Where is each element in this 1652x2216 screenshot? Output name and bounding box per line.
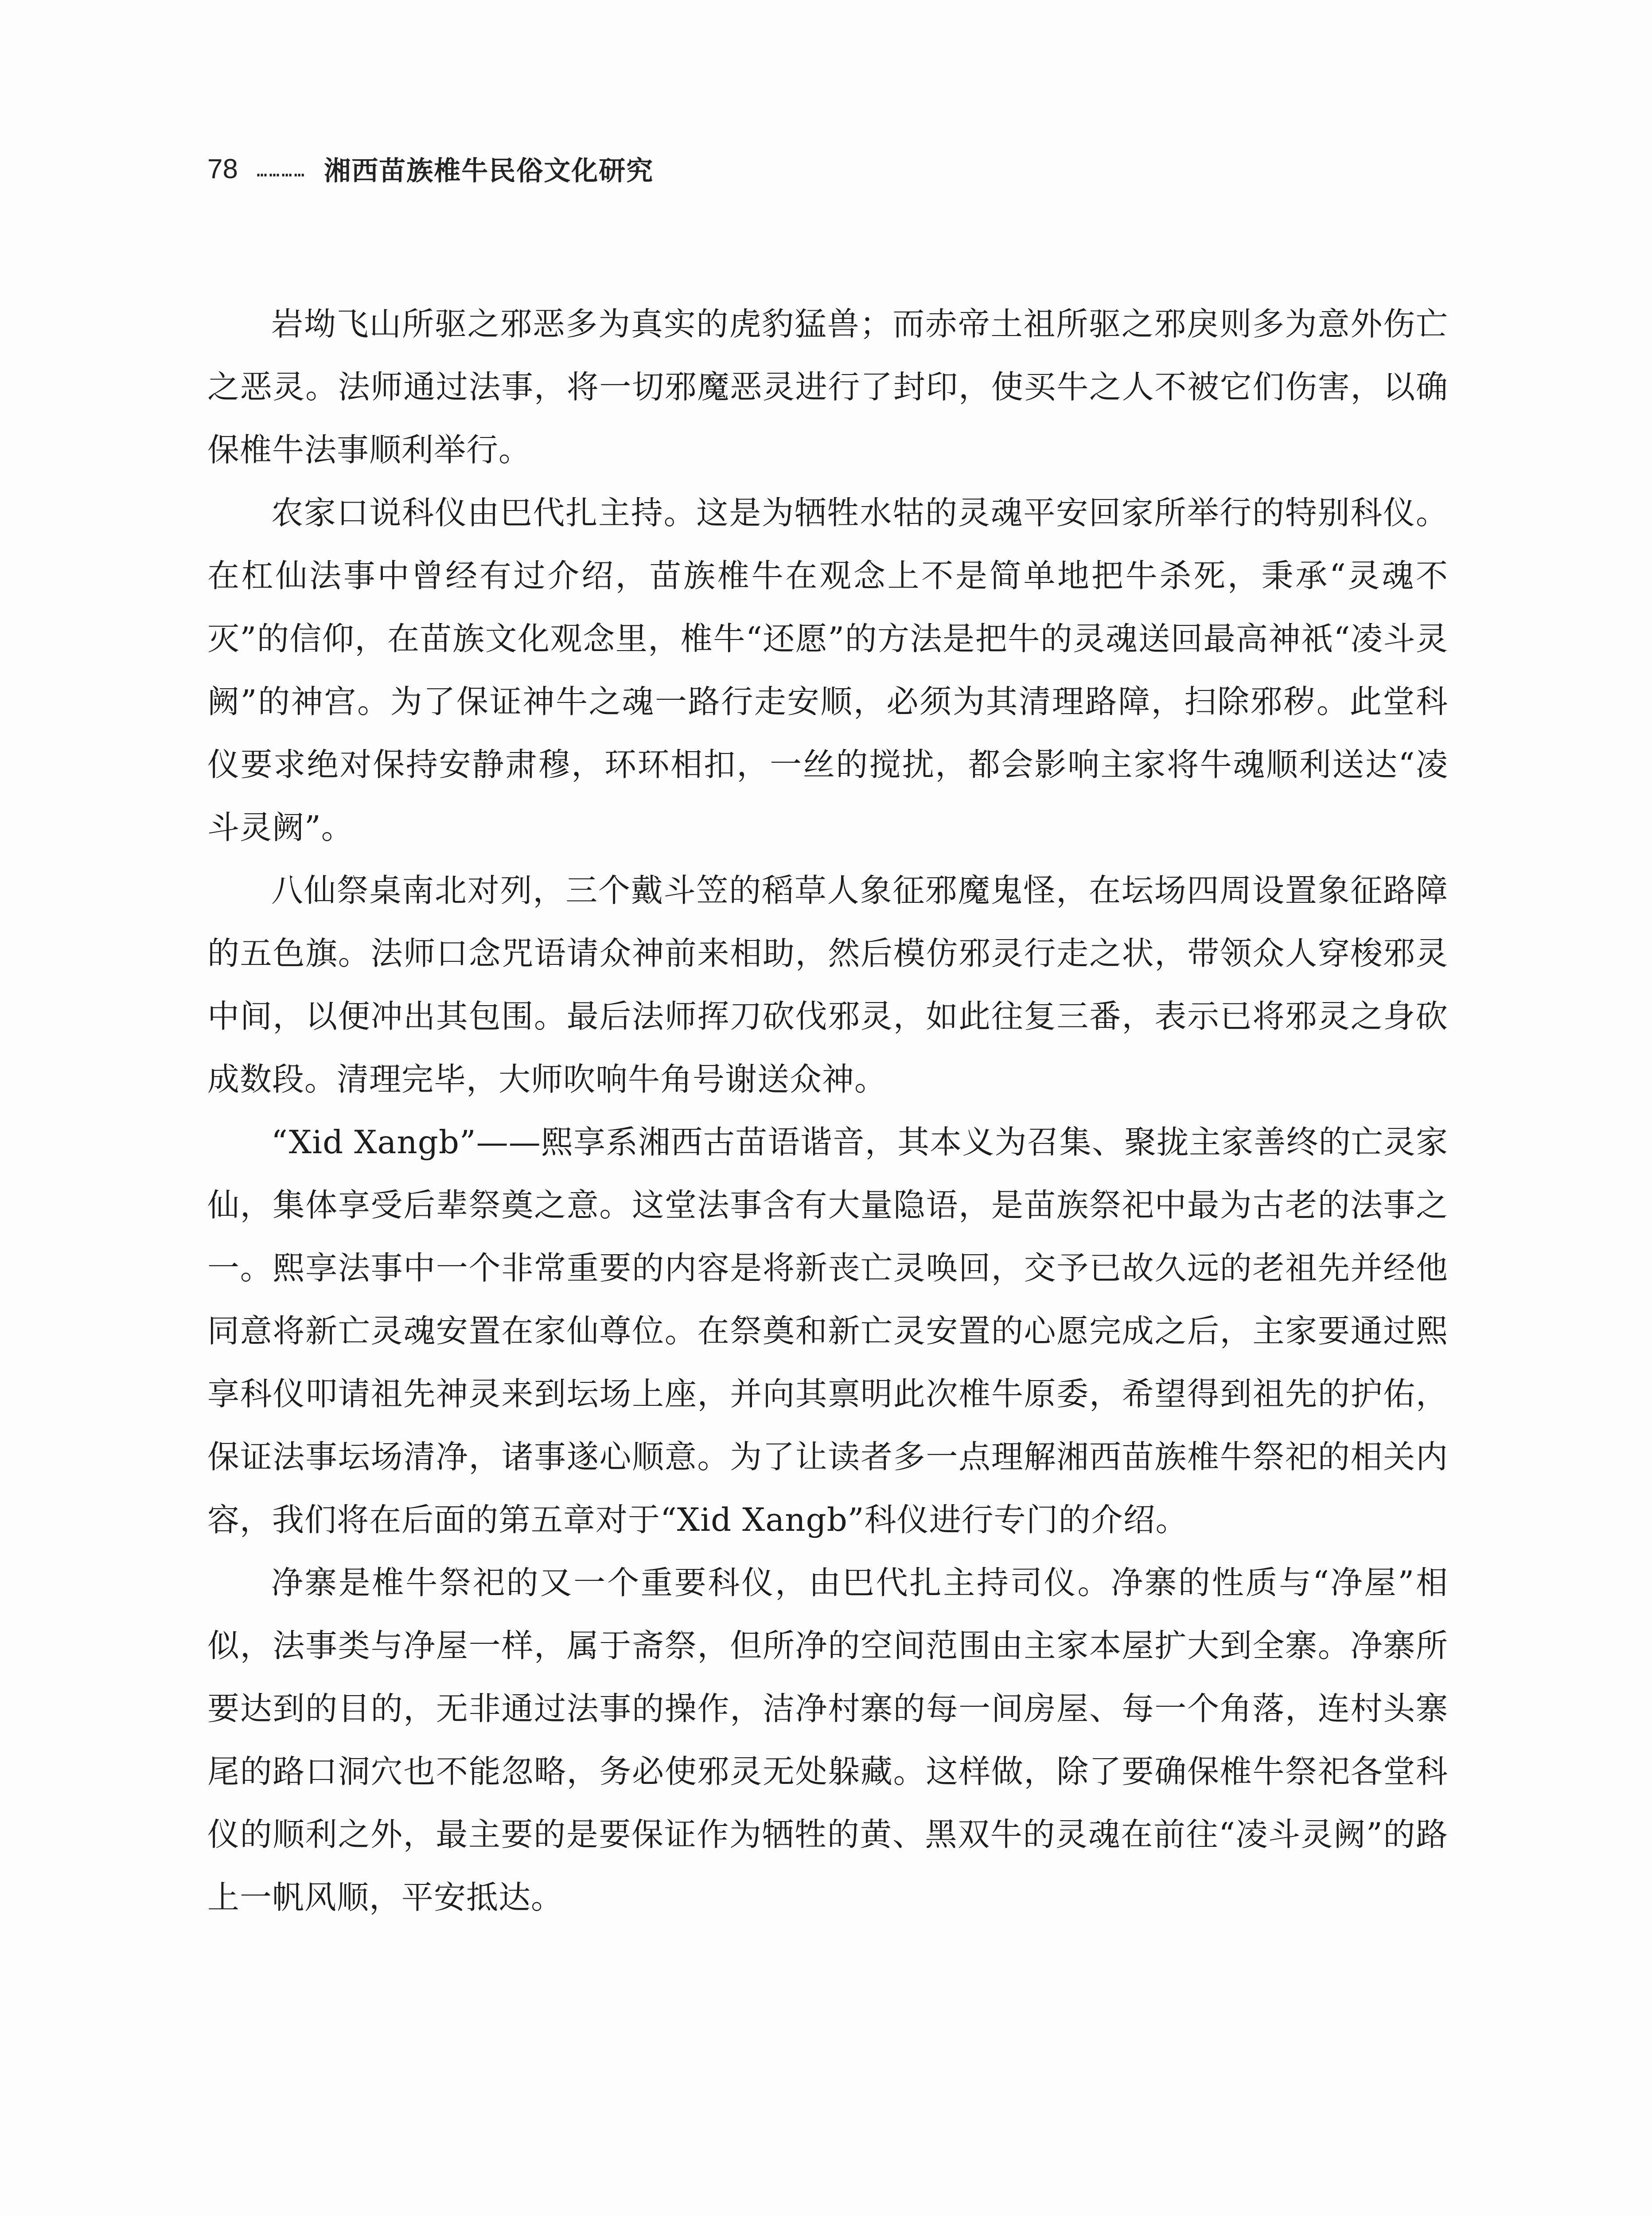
book-title: 湘西苗族椎牛民俗文化研究: [324, 156, 654, 187]
paragraph-2: 农家口说科仪由巴代扎主持。这是为牺牲水牯的灵魂平安回家所举行的特别科仪。在杠仙法事中曾经有过介绍，苗族椎牛在观念上不是简单地把牛杀死，秉承“灵魂不灭”的信仰，在苗族文化观念里，椎牛“还愿”的方法是把牛的灵魂送回最高神祇“凌斗灵阙”的神宫。为了保证神牛之魂一路行走安顺，必须为其清理路障，扫除邪秽。此堂科仪要求绝对保持安静肃穆，环环相扣，一丝的搅扰，都会影响主家将牛魂顺利送达“凌斗灵阙”。: [207, 494, 1448, 846]
body-text: [207, 293, 1448, 1929]
paragraph-4: “Xid Xangb”——熙享系湘西古苗语谐音，其本义为召集、聚拢主家善终的亡灵家仙，集体享受后辈祭奠之意。这堂法事含有大量隐语，是苗族祭祀中最为古老的法事之一。熙享法事中一个非常重要的内容是将新丧亡灵唤回，交予已故久远的老祖先并经他同意将新亡灵魂安置在家仙尊位。在祭奠和新亡灵安置的心愿完成之后，主家要通过熙享科仪叩请祖先神灵来到坛场上座，并向其禀明此次椎牛原委，希望得到祖先的护佑，保证法事坛场清净，诸事遂心顺意。为了让读者多一点理解湘西苗族椎牛祭祀的相关内容，我们将在后面的第五章对于“Xid Xangb”科仪进行专门的介绍。: [207, 1124, 1448, 1538]
running-header: [207, 149, 654, 189]
paragraph-3: 八仙祭桌南北对列，三个戴斗笠的稻草人象征邪魔鬼怪，在坛场四周设置象征路障的五色旗。法师口念咒语请众神前来相助，然后模仿邪灵行走之状，带领众人穿梭邪灵中间，以便冲出其包围。最后法师挥刀砍伐邪灵，如此往复三番，表示已将邪灵之身砍成数段。清理完毕，大师吹响牛角号谢送众神。: [207, 872, 1448, 1098]
paragraph-5: 净寨是椎牛祭祀的又一个重要科仪，由巴代扎主持司仪。净寨的性质与“净屋”相似，法事类与净屋一样，属于斋祭，但所净的空间范围由主家本屋扩大到全寨。净寨所要达到的目的，无非通过法事的操作，洁净村寨的每一间房屋、每一个角落，连村头寨尾的路口洞穴也不能忽略，务必使邪灵无处躲藏。这样做，除了要确保椎牛祭祀各堂科仪的顺利之外，最主要的是要保证作为牺牲的黄、黑双牛的灵魂在前往“凌斗灵阙”的路上一帆风顺，平安抵达。: [207, 1564, 1448, 1916]
header-leader-dots: …………: [256, 160, 307, 181]
paragraph-1: 岩坳飞山所驱之邪恶多为真实的虎豹猛兽；而赤帝土祖所驱之邪戾则多为意外伤亡之恶灵。法师通过法事，将一切邪魔恶灵进行了封印，使买牛之人不被它们伤害，以确保椎牛法事顺利举行。: [207, 305, 1448, 468]
page-number: 78: [207, 153, 238, 184]
